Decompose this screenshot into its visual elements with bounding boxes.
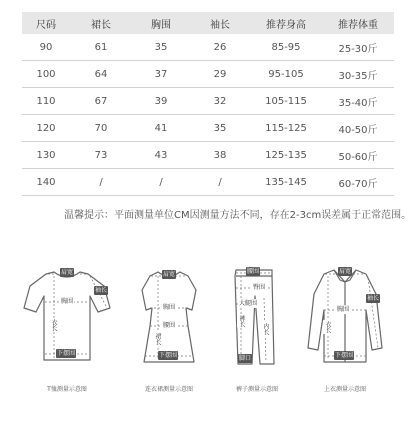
measurement-tip: 温馨提示：平面测量单位CM因测量方法不同，存在2-3cm误差属于正常范围。 [64, 210, 412, 221]
shoulder-label: 肩宽 [163, 271, 176, 278]
header-chest: 胸围 [132, 12, 190, 34]
dress-caption: 连衣裙测量示意图 [144, 386, 193, 393]
table-cell: 70 [70, 115, 132, 142]
hem-label: 脚口 [239, 355, 252, 362]
header-size: 尺码 [22, 12, 70, 34]
table-cell: 26 [190, 34, 250, 61]
table-cell: 40-50斤 [322, 115, 394, 142]
table-row [22, 115, 394, 142]
table-cell: 135-145 [250, 169, 322, 196]
hip-label: 臀围 [253, 284, 266, 291]
header-sleeve: 袖长 [190, 12, 250, 34]
shoulder-label: 肩宽 [61, 269, 74, 276]
table-cell: 39 [132, 88, 190, 115]
table-cell: 95-105 [250, 61, 322, 88]
sleeve-label: 袖长 [95, 287, 108, 294]
tshirt-caption: T恤测量示意图 [47, 386, 87, 393]
sleeve-label: 袖长 [367, 295, 380, 302]
table-cell: / [132, 169, 190, 196]
hem-label: 下摆围 [57, 350, 76, 357]
header-height: 推荐身高 [250, 12, 322, 34]
table-cell: 25-30斤 [322, 34, 394, 61]
hem-label: 下摆围 [159, 352, 178, 359]
shirt-caption: 上衣测量示意图 [323, 386, 366, 393]
table-cell: 29 [190, 61, 250, 88]
table-cell: 35 [132, 34, 190, 61]
table-cell: 120 [22, 115, 70, 142]
header-weight: 推荐体重 [322, 12, 394, 34]
thigh-label: 大腿围 [239, 300, 258, 307]
table-cell: 41 [132, 115, 190, 142]
length-label: 衣长 [324, 321, 331, 333]
shoulder-label: 肩宽 [339, 268, 352, 275]
inseam-label: 内长 [262, 323, 269, 335]
table-row [22, 142, 394, 169]
table-cell: 37 [132, 61, 190, 88]
table-cell: 43 [132, 142, 190, 169]
table-cell: 30-35斤 [322, 61, 394, 88]
size-table [22, 12, 394, 196]
table-cell: 60-70斤 [322, 169, 394, 196]
table-cell: / [70, 169, 132, 196]
shirt-diagram [296, 250, 394, 420]
table-cell: 61 [70, 34, 132, 61]
table-cell: 115-125 [250, 115, 322, 142]
table-cell: 90 [22, 34, 70, 61]
table-row [22, 61, 394, 88]
tshirt-diagram [18, 250, 116, 420]
pants-diagram [208, 250, 306, 420]
table-cell: 67 [70, 88, 132, 115]
table-cell: 64 [70, 61, 132, 88]
table-cell: 130 [22, 142, 70, 169]
chest-label: 胸围 [61, 298, 74, 305]
table-row [22, 169, 394, 196]
table-cell: 50-60斤 [322, 142, 394, 169]
table-cell: 100 [22, 61, 70, 88]
table-cell: 35 [190, 115, 250, 142]
chest-label: 胸围 [163, 304, 176, 311]
dress-diagram [120, 250, 218, 420]
table-cell: 125-135 [250, 142, 322, 169]
table-cell: 32 [190, 88, 250, 115]
waist-label: 腰围 [247, 268, 260, 275]
length-label: 衣长 [50, 319, 57, 331]
table-row [22, 88, 394, 115]
header-dress-length: 裙长 [70, 12, 132, 34]
table-cell: / [190, 169, 250, 196]
table-cell: 140 [22, 169, 70, 196]
table-row [22, 34, 394, 61]
table-cell: 73 [70, 142, 132, 169]
chest-label: 胸围 [337, 306, 350, 313]
table-cell: 110 [22, 88, 70, 115]
table-cell: 85-95 [250, 34, 322, 61]
table-header-row [22, 12, 394, 34]
hem-label: 下摆围 [335, 352, 354, 359]
waist-label: 腰围 [163, 322, 176, 329]
pants-caption: 裤子测量示意图 [235, 386, 278, 393]
table-cell: 38 [190, 142, 250, 169]
table-cell: 35-40斤 [322, 88, 394, 115]
table-cell: 105-115 [250, 88, 322, 115]
length-label: 裤长 [238, 315, 245, 327]
length-label: 裙长 [154, 333, 161, 345]
